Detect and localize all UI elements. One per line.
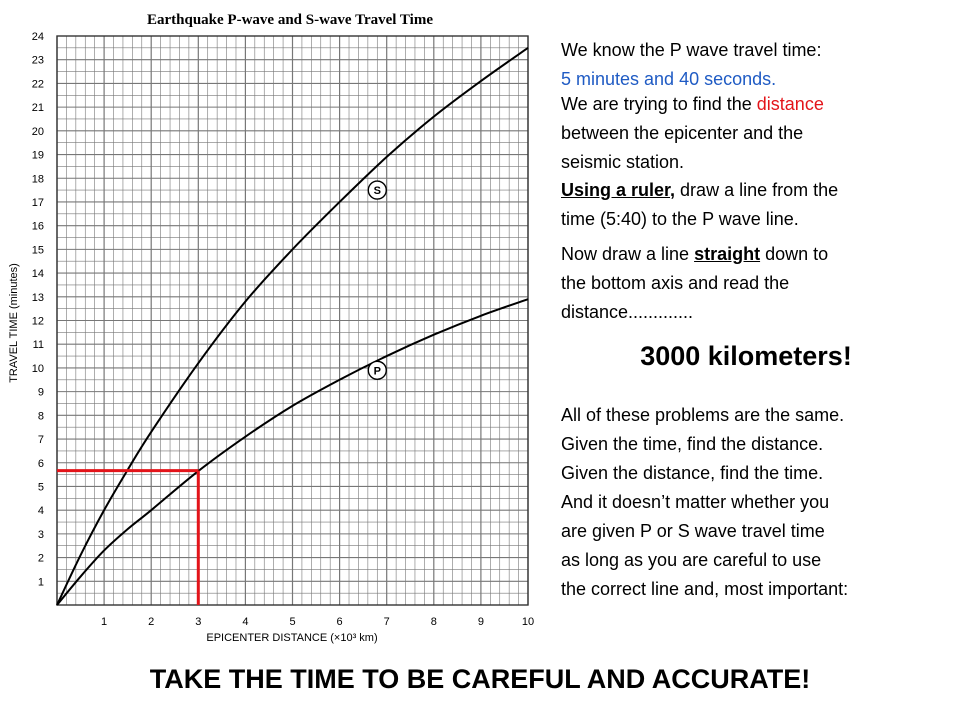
chart-grid — [57, 36, 528, 605]
chart-annotation — [57, 471, 198, 605]
y-tick-label: 22 — [31, 78, 44, 91]
down-line-1 — [561, 240, 956, 269]
y-tick-label: 21 — [31, 102, 44, 115]
find-line-2: between the epicenter and the — [561, 123, 804, 143]
y-tick-label: 14 — [31, 268, 44, 281]
ruler-line-1 — [561, 176, 956, 205]
ruler-rest: draw a line from the — [675, 180, 839, 200]
find-line-1 — [561, 90, 956, 119]
y-tick-label: 9 — [37, 386, 44, 399]
x-tick-label: 9 — [477, 616, 484, 628]
find-distance-note — [561, 90, 956, 177]
y-tick-label: 24 — [31, 31, 44, 43]
down-line-3: distance............. — [561, 302, 694, 322]
y-tick-label: 16 — [31, 220, 44, 233]
y-tick-label: 13 — [31, 291, 44, 304]
down-prefix: Now draw a line — [561, 244, 695, 264]
y-tick-label: 10 — [31, 362, 44, 375]
y-tick-label: 4 — [37, 505, 44, 518]
series-label-s: S — [373, 185, 381, 198]
y-tick-label: 2 — [37, 552, 44, 565]
down-line-2: the bottom axis and read the — [561, 273, 790, 293]
summary-line-4: And it doesn’t matter whether you — [561, 492, 830, 512]
y-tick-label: 6 — [37, 457, 44, 470]
summary-line-3: Given the distance, find the time. — [561, 463, 824, 483]
y-tick-label: 3 — [37, 528, 44, 541]
summary-line-5: are given P or S wave travel time — [561, 521, 825, 541]
y-tick-label: 7 — [37, 434, 44, 447]
x-tick-label: 7 — [383, 616, 390, 628]
y-tick-label: 5 — [37, 481, 44, 494]
x-tick-label: 5 — [289, 616, 296, 628]
y-tick-label: 15 — [31, 244, 44, 257]
y-tick-label: 20 — [31, 125, 44, 138]
summary-note — [561, 401, 956, 604]
y-tick-label: 1 — [37, 576, 44, 589]
summary-line-7: the correct line and, most important: — [561, 579, 849, 599]
y-tick-label: 17 — [31, 196, 44, 209]
find-line-3: seismic station. — [561, 152, 685, 172]
summary-line-2: Given the time, find the distance. — [561, 434, 824, 454]
y-tick-label: 11 — [32, 339, 44, 352]
known-time-line: We know the P wave travel time: — [561, 40, 822, 60]
ruler-keyword: Using a ruler, — [561, 180, 676, 200]
chart-title: Earthquake P-wave and S-wave Travel Time — [147, 12, 433, 28]
summary-line-1: All of these problems are the same. — [561, 405, 845, 425]
ruler-line-2: time (5:40) to the P wave line. — [561, 209, 799, 229]
straight-down-note — [561, 240, 956, 327]
x-tick-label: 6 — [336, 616, 343, 628]
y-tick-label: 8 — [37, 410, 44, 423]
y-tick-label: 18 — [31, 173, 44, 186]
y-axis-label: TRAVEL TIME (minutes) — [8, 263, 20, 383]
x-axis-label: EPICENTER DISTANCE (×10³ km) — [206, 632, 378, 644]
find-keyword: distance — [756, 94, 824, 114]
down-rest: down to — [760, 244, 829, 264]
y-tick-label: 19 — [31, 149, 44, 162]
ruler-note — [561, 176, 956, 234]
known-time-value: 5 minutes and 40 seconds. — [561, 69, 777, 89]
x-tick-label: 3 — [195, 616, 202, 628]
summary-line-6: as long as you are careful to use — [561, 550, 822, 570]
answer-text: 3000 kilometers! — [640, 341, 852, 371]
find-prefix: We are trying to find the — [561, 94, 757, 114]
x-tick-label: 10 — [521, 616, 535, 628]
x-tick-label: 2 — [148, 616, 155, 628]
down-keyword: straight — [694, 244, 761, 264]
known-time-note — [561, 36, 956, 94]
footer-callout: TAKE THE TIME TO BE CAREFUL AND ACCURATE! — [149, 664, 811, 694]
x-tick-label: 4 — [242, 616, 249, 628]
y-tick-label: 23 — [31, 54, 44, 67]
x-tick-label: 1 — [101, 616, 108, 628]
y-tick-label: 12 — [31, 315, 44, 328]
series-label-p: P — [373, 365, 381, 378]
x-tick-label: 8 — [430, 616, 437, 628]
